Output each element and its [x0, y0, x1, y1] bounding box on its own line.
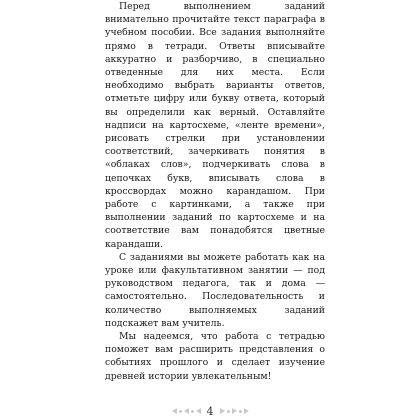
left-ornament-icon — [172, 408, 201, 414]
paragraph-work-mode: С заданиями вы можете работать как на уроке или факультативном занятии — под руководством педагога, так и дома — самостоятельно. Последовательность и количество выполняемых заданий подскажет вам учитель. — [105, 251, 325, 329]
page-footer — [0, 404, 420, 418]
right-ornament-icon — [220, 408, 249, 414]
page-number: 4 — [206, 404, 214, 418]
paragraph-closing: Мы надеемся, что работа с тетрадью поможет вам расширить представления о событиях прошлого и сделает изучение древней истории увлекательным! — [105, 331, 325, 382]
paragraph-instructions: Перед выполнением заданий внимательно прочитайте текст параграфа в учебном пособии. Все задания выполняйте прямо в тетради. Ответы вписывайте аккуратно и разборчиво, в специально отведенные для них места. Если необходимо выбрать варианты ответов, отметьте цифру или букву ответа, который вы определили как верный. Оставляйте надписи на картосхеме, «ленте времени», рисовать стрелки при установлении соответствий, зачеркивать понятия в «облаках слов», подчеркивать слова в цепочках букв, вписывать слова в кроссвордах можно карандашом. При работе с картинками, а также при выполнении заданий по картосхеме и на соответствие вам понадобятся цветные карандаши. — [105, 1, 325, 250]
instructions-text — [105, 0, 325, 383]
